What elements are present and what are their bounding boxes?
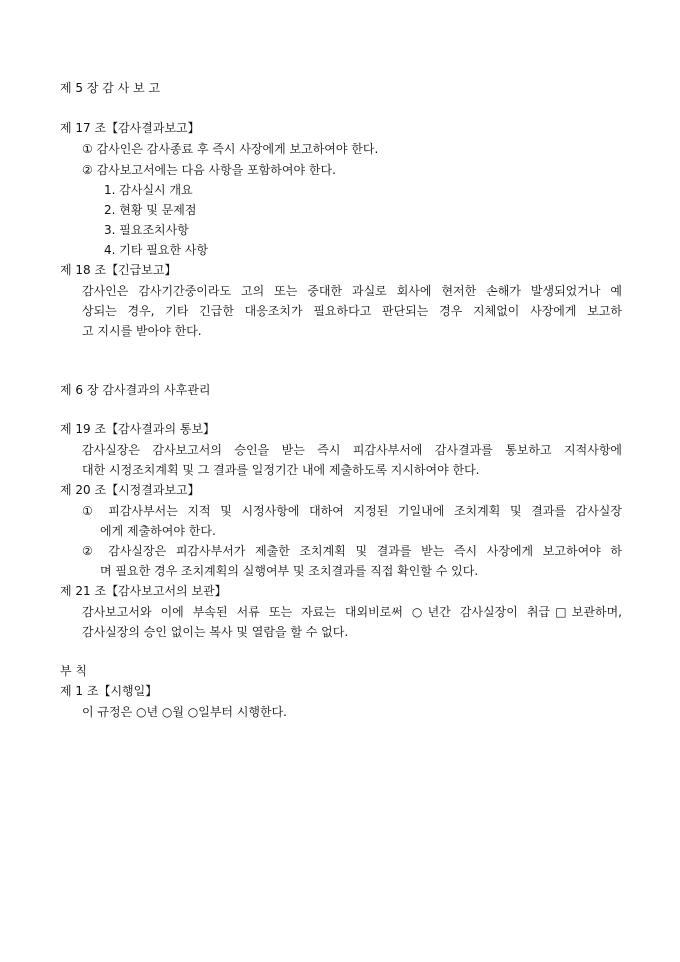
article-19-line-1: 감사실장은 감사보고서의 승인을 받는 즉시 피감사부서에 감사결과를 통보하고 지적사항에 xyxy=(82,443,622,457)
article-18-title: 제 18 조【긴급보고】 xyxy=(60,263,177,277)
article-20-item-2-line-1: ② 감사실장은 피감사부서가 제출한 조치계획 및 결과를 받는 즉시 사장에게 보고하여야 하 xyxy=(82,544,622,558)
article-17-subitem-1: 1. 감사실시 개요 xyxy=(104,183,193,197)
article-21-line-2: 감사실장의 승인 없이는 복사 및 열람을 할 수 없다. xyxy=(82,625,349,639)
article-17-item-2: ② 감사보고서에는 다음 사항을 포함하여야 한다. xyxy=(82,163,336,177)
article-20-item-1-line-1: ① 피감사부서는 지적 및 시정사항에 대하여 지정된 기일내에 조치계획 및 결과를 감사실장 xyxy=(82,504,622,518)
article-18-line-3: 고 지시를 받아야 한다. xyxy=(82,324,202,338)
article-19-title: 제 19 조【감사결과의 통보】 xyxy=(60,422,216,436)
chapter-5-heading: 제 5 장 감 사 보 고 xyxy=(60,81,161,95)
article-21-title: 제 21 조【감사보고서의 보관】 xyxy=(60,584,227,598)
article-17-subitem-2: 2. 현황 및 문제점 xyxy=(104,203,197,217)
addenda-heading: 부 칙 xyxy=(60,664,87,678)
article-21-line-1: 감사보고서와 이에 부속된 서류 또는 자료는 대외비로써 ○년간 감사실장이 취급□보관하며, xyxy=(82,605,622,619)
article-20-item-1-line-2: 에게 제출하여야 한다. xyxy=(100,524,216,538)
article-19-line-2: 대한 시정조치계획 및 그 결과를 일정기간 내에 제출하도록 지시하여야 한다. xyxy=(82,463,480,477)
article-18-line-2: 상되는 경우, 기타 긴급한 대응조치가 필요하다고 판단되는 경우 지체없이 사장에게 보고하 xyxy=(82,304,622,318)
article-20-title: 제 20 조【시정결과보고】 xyxy=(60,483,200,497)
addenda-article-1-title: 제 1 조【시행일】 xyxy=(60,684,158,698)
addenda-article-1-text: 이 규정은 ○년 ○월 ○일부터 시행한다. xyxy=(82,705,287,719)
article-18-line-1: 감사인은 감사기간중이라도 고의 또는 중대한 과실로 회사에 현저한 손해가 발생되었거나 예 xyxy=(82,284,622,298)
chapter-6-heading: 제 6 장 감사결과의 사후관리 xyxy=(60,383,211,397)
article-17-title: 제 17 조【감사결과보고】 xyxy=(60,121,200,135)
article-20-item-2-line-2: 며 필요한 경우 조치계획의 실행여부 및 조치결과를 직접 확인할 수 있다. xyxy=(100,564,479,578)
article-17-item-1: ① 감사인은 감사종료 후 즉시 사장에게 보고하여야 한다. xyxy=(82,142,379,156)
article-17-subitem-3: 3. 필요조치사항 xyxy=(104,223,189,237)
article-17-subitem-4: 4. 기타 필요한 사항 xyxy=(104,243,209,257)
